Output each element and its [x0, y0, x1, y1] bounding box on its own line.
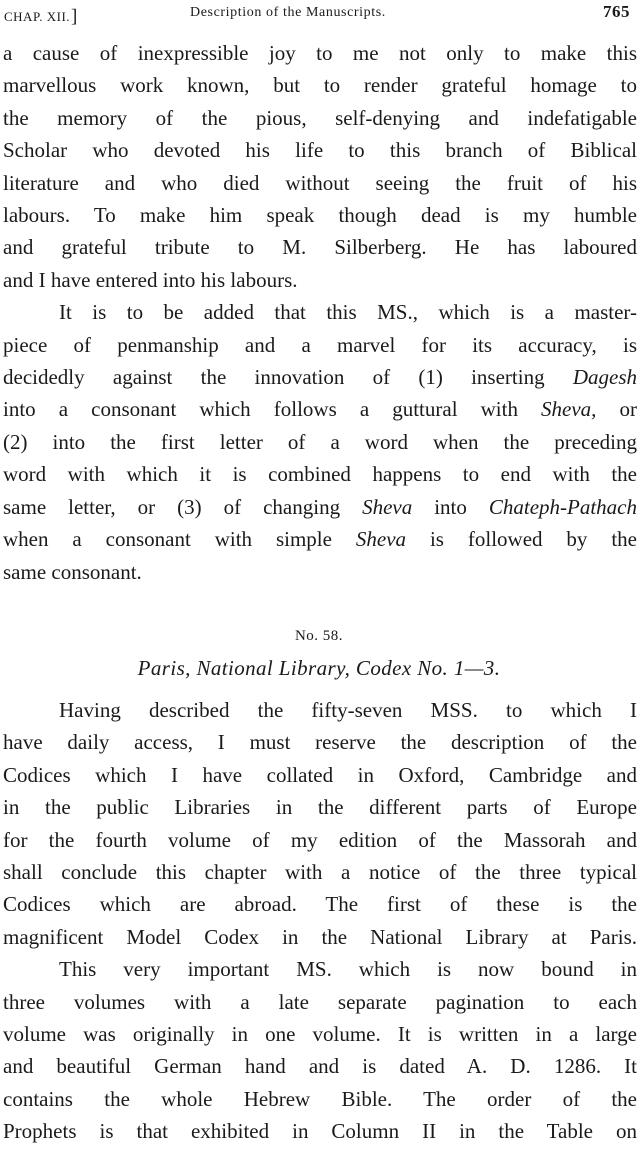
paragraph-2	[3, 296, 637, 588]
text-line: into a consonant which follows a guttural with Sheva, or	[3, 397, 637, 422]
text-line: Having described the fifty-seven MSS. to which I	[59, 698, 637, 722]
text-line: for the fourth volume of my edition of the Massorah and	[3, 827, 637, 852]
section-title: Paris, National Library, Codex No. 1—3.	[137, 656, 501, 680]
text-line: and I have entered into his labours.	[3, 267, 298, 292]
text-line: shall conclude this chapter with a notice of the three typical	[3, 860, 637, 885]
text-line: It is to be added that this MS., which is a master-	[59, 300, 637, 325]
text-line: Codices which are abroad. The first of these is the	[3, 892, 637, 917]
page-number: 765	[603, 2, 630, 21]
text-line: decidedly against the innovation of (1) inserting Dagesh	[3, 365, 637, 390]
text-line: same letter, or (3) of changing Sheva into Chateph-Pathach	[3, 494, 637, 519]
paragraph-3	[3, 694, 637, 953]
italic-term: Sheva	[355, 527, 407, 552]
text-line: a cause of inexpressible joy to me not only to make this	[3, 41, 637, 65]
text-line: literature and who died without seeing the fruit of his	[3, 170, 637, 195]
paragraph-4	[3, 953, 637, 1147]
text-line: Prophets is that exhibited in Column II in the Table on	[3, 1119, 637, 1144]
text-line: (2) into the first letter of a word when the preceding	[3, 429, 637, 454]
text-line: same consonant.	[3, 559, 142, 584]
running-header	[0, 2, 638, 27]
text-line: have daily access, I must reserve the description of the	[3, 730, 637, 755]
text-line: labours. To make him speak though dead is my humble	[3, 203, 637, 228]
text-line: word with which it is combined happens to end with the	[3, 462, 637, 487]
italic-term: Sheva,	[541, 397, 597, 422]
italic-term: Sheva	[362, 494, 413, 519]
text-line: three volumes with a late separate pagination to each	[3, 989, 637, 1014]
body-text-lower	[3, 694, 637, 1148]
text-line: the memory of the pious, self-denying and indefatigable	[3, 105, 637, 130]
text-line: and beautiful German hand and is dated A. D. 1286. It	[3, 1054, 637, 1079]
text-line: Codices which I have collated in Oxford, Cambridge and	[3, 762, 637, 787]
text-line: marvellous work known, but to render grateful homage to	[3, 73, 637, 98]
paragraph-1	[3, 37, 637, 296]
italic-term: Dagesh	[572, 365, 637, 390]
text-line: when a consonant with simple Sheva is followed by the	[3, 527, 638, 552]
text-line: Scholar who devoted his life to this branch of Biblical	[3, 138, 637, 163]
text-line: magnificent Model Codex in the National Library at Paris.	[3, 924, 637, 949]
text-line: piece of penmanship and a marvel for its accuracy, is	[3, 332, 637, 357]
text-line: This very important MS. which is now bound in	[59, 957, 637, 982]
running-title: Description of the Manuscripts.	[190, 5, 386, 20]
chapter-label: CHAP. XII.]	[4, 6, 78, 27]
text-line: and grateful tribute to M. Silberberg. He has laboured	[3, 235, 637, 260]
chapter-bracket: ]	[71, 6, 78, 27]
text-line: in the public Libraries in the different parts of Europe	[3, 795, 637, 820]
italic-term: Chateph-Pathach	[488, 494, 637, 519]
text-line: volume was originally in one volume. It is written in a large	[3, 1022, 637, 1047]
body-text-upper	[3, 37, 637, 588]
text-line: contains the whole Hebrew Bible. The order of the	[3, 1086, 637, 1111]
section-number: No. 58.	[294, 628, 344, 644]
